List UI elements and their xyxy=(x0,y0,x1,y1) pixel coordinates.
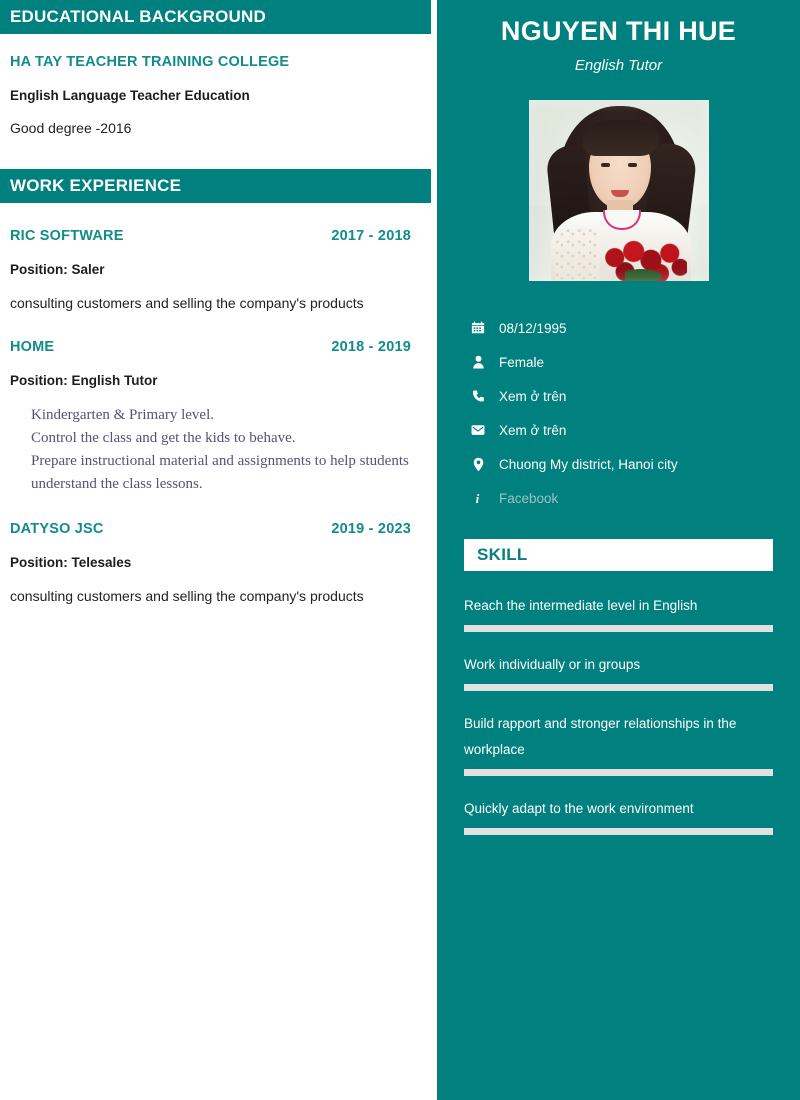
contact-value: Chuong My district, Hanoi city xyxy=(499,456,678,472)
skill-item xyxy=(464,711,773,776)
skill-section-title: SKILL xyxy=(477,545,528,564)
work-position: Position: Telesales xyxy=(10,555,132,570)
work-item xyxy=(10,203,425,311)
contact-list xyxy=(437,311,800,515)
work-section-header xyxy=(0,169,431,203)
contact-value: 08/12/1995 xyxy=(499,320,567,336)
work-description: consulting customers and selling the company's products xyxy=(10,295,364,311)
skill-item xyxy=(464,593,773,632)
skill-label: Build rapport and stronger relationships in the workplace xyxy=(464,716,737,757)
right-column xyxy=(437,0,800,1100)
skill-label: Work individually or in groups xyxy=(464,657,641,672)
work-section-body xyxy=(0,203,437,604)
envelope-icon xyxy=(467,424,489,436)
calendar-icon xyxy=(467,321,489,335)
work-dates: 2019 - 2023 xyxy=(331,521,411,537)
education-section-title: EDUCATIONAL BACKGROUND xyxy=(10,7,266,26)
skill-section-header xyxy=(464,539,773,571)
work-bullet: Control the class and get the kids to behave. xyxy=(31,430,296,446)
contact-value: Female xyxy=(499,354,545,370)
contact-item-address xyxy=(467,447,800,481)
work-position: Position: Saler xyxy=(10,262,105,277)
contact-item-birthdate xyxy=(467,311,800,345)
skill-item xyxy=(464,796,773,835)
page-title: NGUYEN THI HUE xyxy=(500,16,737,46)
skill-label: Reach the intermediate level in English xyxy=(464,598,698,613)
contact-item-facebook[interactable] xyxy=(467,481,800,515)
work-position: Position: English Tutor xyxy=(10,373,158,388)
skill-item xyxy=(464,652,773,691)
phone-icon xyxy=(467,389,489,403)
work-company-name: HOME xyxy=(10,339,55,355)
avatar xyxy=(529,100,709,281)
contact-value: Xem ở trên xyxy=(499,422,567,438)
contact-item-gender xyxy=(467,345,800,379)
contact-value: Xem ở trên xyxy=(499,388,567,404)
education-school-name: HA TAY TEACHER TRAINING COLLEGE xyxy=(10,54,290,70)
job-title-subtitle: English Tutor xyxy=(574,57,663,74)
work-bullet-list xyxy=(10,388,425,496)
user-icon xyxy=(467,355,489,369)
skill-bar xyxy=(464,828,773,835)
skill-bar xyxy=(464,684,773,691)
contact-item-email xyxy=(467,413,800,447)
work-bullet: Prepare instructional material and assignments to help students understand the class lessons. xyxy=(31,453,409,492)
work-item xyxy=(10,311,425,496)
education-section-body xyxy=(0,34,437,136)
work-item xyxy=(10,496,425,604)
skill-bar xyxy=(464,769,773,776)
education-program: English Language Teacher Education xyxy=(10,88,250,103)
education-section-header xyxy=(0,0,431,34)
skill-list xyxy=(464,593,773,835)
work-dates: 2017 - 2018 xyxy=(331,228,411,244)
info-icon xyxy=(467,491,489,505)
contact-item-phone xyxy=(467,379,800,413)
svg-text:i: i xyxy=(475,491,480,505)
skill-bar xyxy=(464,625,773,632)
work-item-header xyxy=(10,203,425,244)
work-description: consulting customers and selling the company's products xyxy=(10,588,364,604)
work-company-name: DATYSO JSC xyxy=(10,521,104,537)
skill-label: Quickly adapt to the work environment xyxy=(464,801,694,816)
work-item-header xyxy=(10,311,425,355)
map-pin-icon xyxy=(467,457,489,472)
contact-value[interactable]: Facebook xyxy=(499,490,559,506)
work-bullet: Kindergarten & Primary level. xyxy=(31,407,215,423)
education-result: Good degree -2016 xyxy=(10,120,132,136)
work-dates: 2018 - 2019 xyxy=(331,339,411,355)
work-section-title: WORK EXPERIENCE xyxy=(10,176,182,195)
work-item-header xyxy=(10,496,425,537)
work-company-name: RIC SOFTWARE xyxy=(10,228,124,244)
